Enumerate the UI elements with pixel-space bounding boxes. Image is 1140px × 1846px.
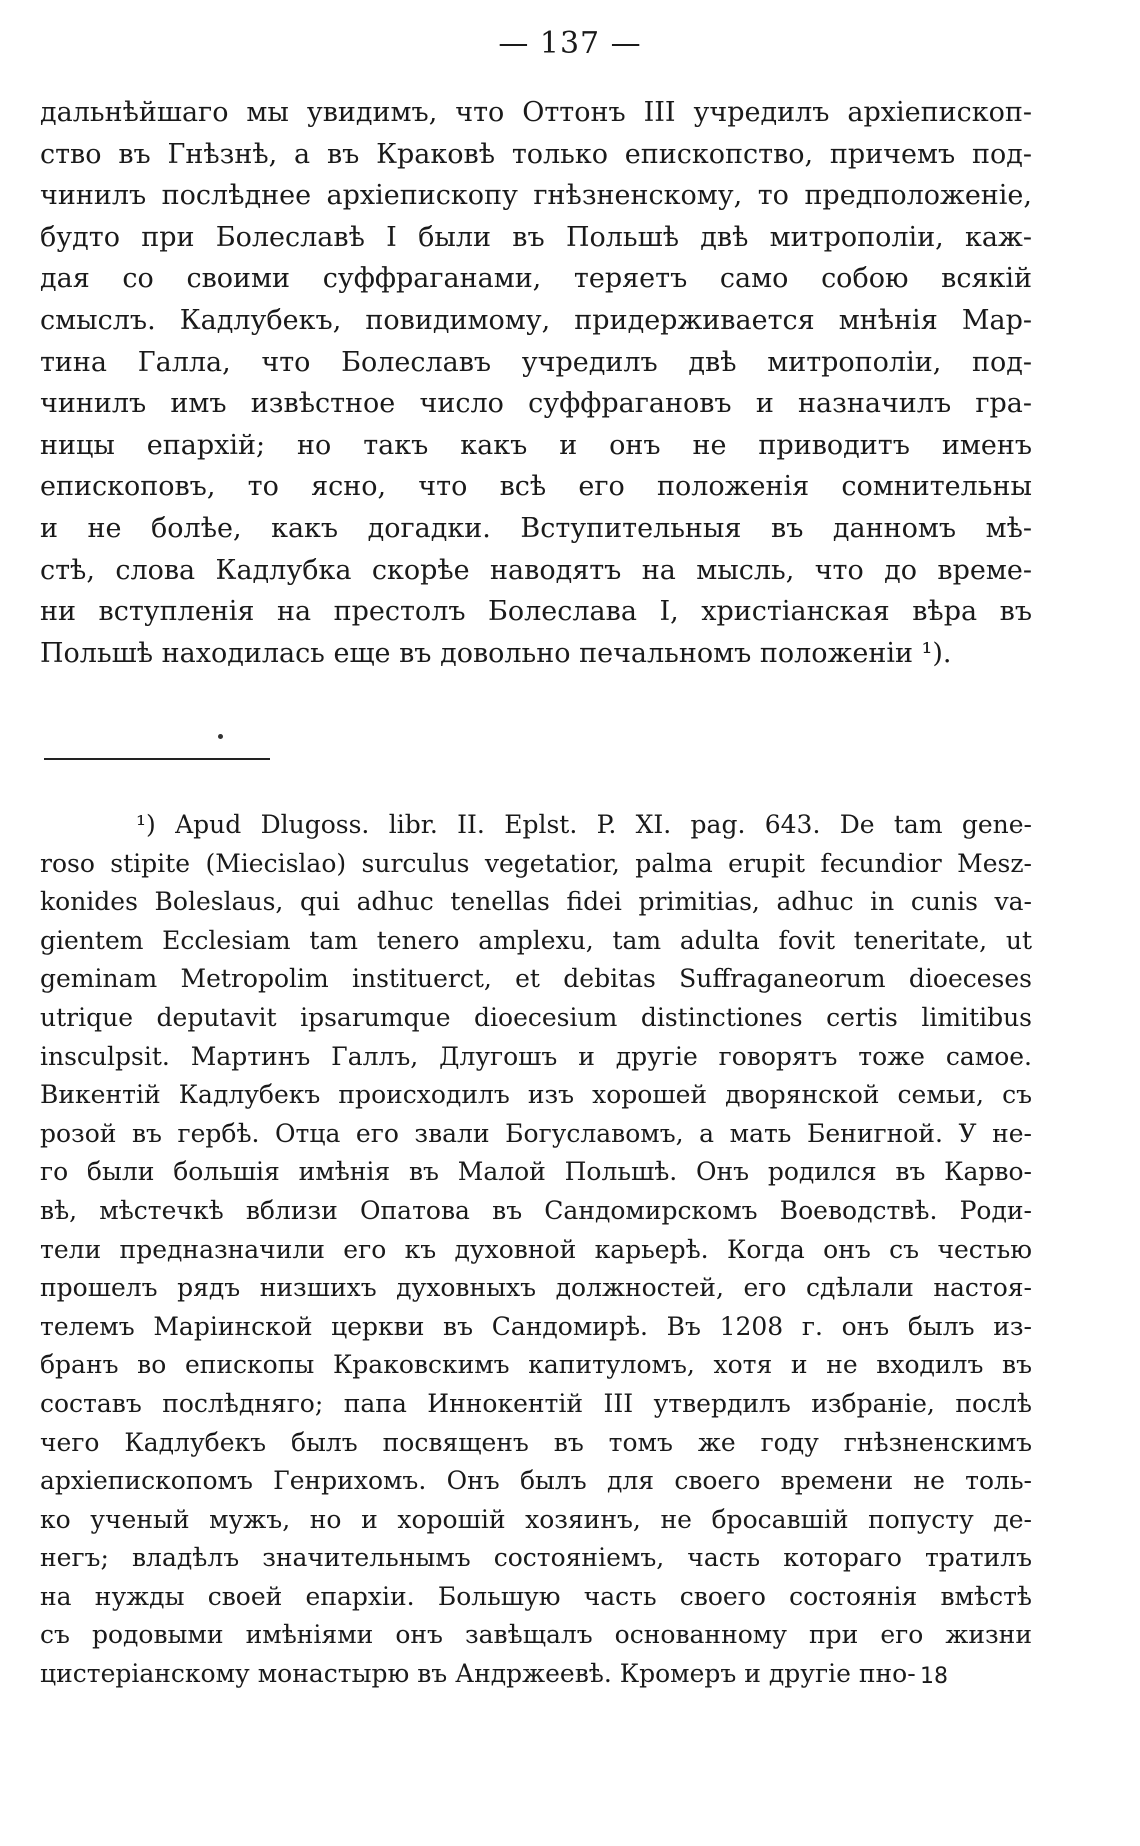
- separator-dot: [218, 734, 223, 739]
- text-line: смыслъ. Кадлубекъ, повидимому, придерживается мнѣнія Мар-: [40, 304, 1032, 336]
- text-line: будто при Болеславѣ I были въ Польшѣ двѣ митрополіи, каж-: [40, 221, 1032, 253]
- text-line: ницы епархій; но такъ какъ и онъ не приводитъ именъ: [40, 429, 1032, 461]
- footnote-line: архіепископомъ Генрихомъ. Онъ былъ для своего времени не толь-: [40, 1466, 1032, 1496]
- text-line: чинилъ послѣднее архіепископу гнѣзненскому, то предположеніе,: [40, 180, 1032, 212]
- footnote-line: телемъ Маріинской церкви въ Сандомирѣ. Въ 1208 г. онъ былъ из-: [40, 1311, 1032, 1341]
- text-line: стѣ, слова Кадлубка скорѣе наводятъ на мысль, что до време-: [40, 554, 1032, 586]
- footnote-line: ко ученый мужъ, но и хорошій хозяинъ, не бросавшій попусту де-: [40, 1504, 1032, 1534]
- text-line: епископовъ, то ясно, что всѣ его положенія сомнительны: [40, 471, 1032, 503]
- text-line: ство въ Гнѣзнѣ, а въ Краковѣ только епископство, причемъ под-: [40, 138, 1032, 170]
- footnote-line: roso stipite (Miecislao) surculus vegetatior, palma erupit fecundior Mesz-: [40, 848, 1032, 878]
- footnote-line: съ родовыми имѣніями онъ завѣщалъ основанному при его жизни: [40, 1620, 1032, 1650]
- footnote: [40, 806, 1032, 1694]
- footnote-line: insculpsit. Мартинъ Галлъ, Длугошъ и другіе говорятъ тоже самое.: [40, 1041, 1032, 1071]
- page-number: — 137 —: [498, 26, 642, 61]
- footnote-line: Викентій Кадлубекъ происходилъ изъ хорошей дворянской семьи, съ: [40, 1080, 1032, 1110]
- footnote-line: го были большія имѣнія въ Малой Польшѣ. Онъ родился въ Карво-: [40, 1157, 1032, 1187]
- footnote-line: цистеріанскому монастырю въ Андржеевѣ. Кромеръ и другіе пно-: [40, 1659, 916, 1689]
- footnote-line: прошелъ рядъ низшихъ духовныхъ должностей, его сдѣлали настоя-: [40, 1273, 1032, 1303]
- text-line: Польшѣ находилась еще въ довольно печальномъ положеніи ¹).: [40, 637, 952, 669]
- footnote-line: на нужды своей епархіи. Большую часть своего состоянія вмѣстѣ: [40, 1581, 1032, 1611]
- footnote-line: konides Boleslaus, qui adhuc tenellas fidei primitias, adhuc in cunis va-: [40, 887, 1032, 917]
- footnote-line: geminam Metropolim instituerct, et debitas Suffraganeorum dioeceses: [40, 964, 1032, 994]
- text-line: чинилъ имъ извѣстное число суффрагановъ и назначилъ гра-: [40, 388, 1032, 420]
- text-line: тина Галла, что Болеславъ учредилъ двѣ митрополіи, под-: [40, 346, 1032, 378]
- footnote-line: вѣ, мѣстечкѣ вблизи Опатова въ Сандомирскомъ Воеводствѣ. Роди-: [40, 1195, 1032, 1225]
- signature-mark: 18: [920, 1664, 948, 1689]
- footnote-line: бранъ во епископы Краковскимъ капитуломъ, хотя и не входилъ въ: [40, 1350, 1032, 1380]
- footnote-line: gientem Ecclesiam tam tenero amplexu, tam adulta fovit teneritate, ut: [40, 925, 1032, 955]
- footnote-separator: [44, 758, 270, 760]
- footnote-line: тели предназначили его къ духовной карьерѣ. Когда онъ съ честью: [40, 1234, 1032, 1264]
- footnote-line: негъ; владѣлъ значительнымъ состояніемъ, часть котораго тратилъ: [40, 1543, 1032, 1573]
- text-line: дая со своими суффраганами, теряетъ само собою всякій: [40, 263, 1032, 295]
- footnote-line: utrique deputavit ipsarumque dioecesium distinctiones certis limitibus: [40, 1002, 1032, 1032]
- text-line: и не болѣе, какъ догадки. Вступительныя въ данномъ мѣ-: [40, 512, 1032, 544]
- footnote-line: чего Кадлубекъ былъ посвященъ въ томъ же году гнѣзненскимъ: [40, 1427, 1032, 1457]
- main-paragraph: [40, 92, 1032, 674]
- text-line: дальнѣйшаго мы увидимъ, что Оттонъ III учредилъ архіепископ-: [40, 97, 1032, 128]
- footnote-line: составъ послѣдняго; папа Иннокентій III утвердилъ избраніе, послѣ: [40, 1388, 1032, 1418]
- footnote-line: ¹) Apud Dlugoss. libr. II. Eplst. P. XI. pag. 643. De tam gene-: [136, 810, 1032, 839]
- footnote-line: розой въ гербѣ. Отца его звали Богуславомъ, а мать Бенигной. У не-: [40, 1118, 1032, 1148]
- text-line: ни вступленія на престолъ Болеслава I, христіанская вѣра въ: [40, 596, 1032, 628]
